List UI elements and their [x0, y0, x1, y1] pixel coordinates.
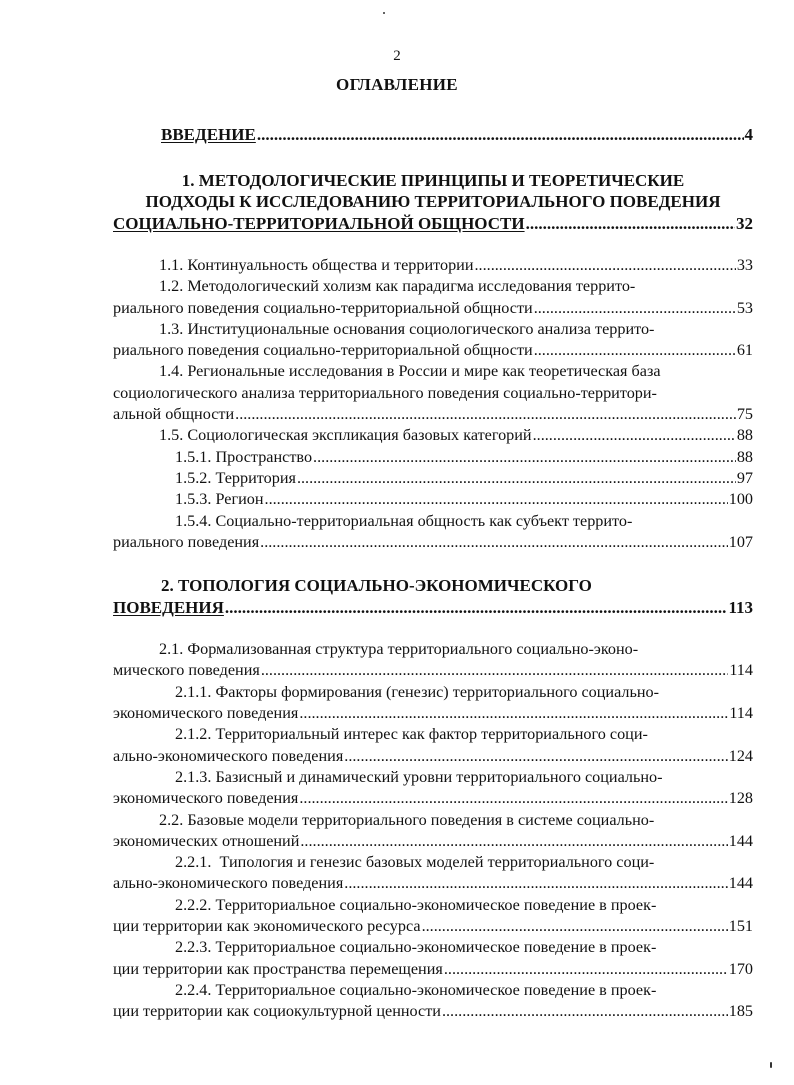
scan-speck — [383, 12, 385, 14]
chapter-title-line: ПОВЕДЕНИЯ — [113, 597, 224, 617]
leader-dots — [534, 298, 736, 319]
leader-dots — [475, 255, 736, 276]
toc-chapter-2-sections — [113, 639, 753, 1022]
leader-dots — [422, 916, 728, 937]
toc-entry-2-1-3[interactable] — [113, 767, 753, 810]
toc-entry-label: экономических отношений — [113, 831, 300, 850]
toc-entry-label: экономического поведения — [113, 789, 299, 808]
toc-entry-label: ции территории как экономического ресурса — [113, 917, 421, 936]
toc-entry-label: 1.5.3. Регион — [175, 490, 264, 509]
toc-entry-label: 2.2.2. Территориальное социально-экономическое поведение в проек- — [175, 895, 657, 914]
toc-entry-label: риального поведения — [113, 532, 260, 551]
toc-chapter-1[interactable] — [113, 170, 753, 235]
chapter-title-line: СОЦИАЛЬНО-ТЕРРИТОРИАЛЬНОЙ ОБЩНОСТИ — [113, 213, 525, 233]
leader-dots — [257, 124, 744, 146]
toc-entry-1-5-1[interactable] — [113, 447, 753, 468]
toc-entry-label: 1.1. Континуальность общества и территории — [159, 256, 474, 274]
toc-page-number: 33 — [736, 256, 753, 274]
leader-dots — [533, 425, 736, 446]
toc-entry-2-2[interactable] — [113, 810, 753, 853]
scan-speck — [770, 1062, 772, 1068]
toc-entry-label: альной общности — [113, 405, 235, 424]
toc-page-number: 97 — [736, 468, 753, 487]
toc-page-number: 88 — [736, 426, 753, 445]
toc-page-number: 144 — [728, 874, 753, 893]
toc-entry-label: 2.2. Базовые модели территориального поведения в системе социально- — [159, 810, 655, 829]
toc-page-number: 4 — [744, 125, 753, 144]
toc-page-number: 61 — [736, 341, 753, 360]
toc-entry-label: 2.1.2. Территориальный интерес как фактор территориального соци- — [175, 725, 648, 744]
leader-dots — [235, 404, 736, 425]
chapter-title-line: ПОДХОДЫ К ИССЛЕДОВАНИЮ ТЕРРИТОРИАЛЬНОГО ПОВЕДЕНИЯ — [145, 192, 721, 211]
toc-entry-label: ВВЕДЕНИЕ — [161, 125, 256, 144]
leader-dots — [344, 746, 727, 767]
leader-dots — [265, 489, 728, 510]
toc-entry-label: 2.1. Формализованная структура территориального социально-эконо- — [159, 640, 639, 659]
toc-entry-1-1[interactable] — [113, 255, 753, 276]
toc-page-number: 124 — [728, 746, 753, 765]
toc-entry-label: 2.1.1. Факторы формирования (генезис) территориального социально- — [175, 682, 660, 701]
toc-page-number: 53 — [736, 298, 753, 317]
table-of-contents — [113, 124, 753, 1023]
toc-page-number: 100 — [728, 490, 753, 509]
leader-dots — [299, 788, 727, 809]
leader-dots — [534, 340, 736, 361]
toc-title: ОГЛАВЛЕНИЕ — [336, 75, 458, 94]
leader-dots — [526, 213, 735, 235]
toc-entry-1-5[interactable] — [113, 425, 753, 446]
toc-entry-label: риального поведения социально-территориальной общности — [113, 298, 533, 317]
toc-entry-2-2-1[interactable] — [113, 852, 753, 895]
toc-page-number: 32 — [736, 213, 753, 233]
toc-page-number: 88 — [736, 447, 753, 466]
toc-chapter-2[interactable] — [113, 575, 753, 618]
toc-page-number: 114 — [729, 661, 753, 680]
toc-entry-label: социологического анализа территориального поведения социально-территори- — [113, 383, 657, 402]
toc-page-number: 75 — [736, 405, 753, 424]
toc-entry-2-2-3[interactable] — [113, 937, 753, 980]
toc-entry-label: мического поведения — [113, 661, 260, 680]
toc-page-number: 185 — [728, 1002, 753, 1021]
toc-entry-label: 1.5.1. Пространство — [175, 447, 313, 466]
toc-entry-2-1-1[interactable] — [113, 682, 753, 725]
toc-entry-1-2[interactable] — [113, 276, 753, 319]
page-number: 2 — [393, 48, 401, 64]
chapter-title-line: 1. МЕТОДОЛОГИЧЕСКИЕ ПРИНЦИПЫ И ТЕОРЕТИЧЕСКИЕ — [181, 170, 685, 190]
toc-entry-label: 2.2.3. Территориальное социально-экономическое поведение в проек- — [175, 938, 657, 957]
toc-entry-label: 2.2.1. Типология и генезис базовых моделей территориального соци- — [175, 853, 655, 872]
toc-entry-label: 2.2.4. Территориальное социально-экономическое поведение в проек- — [175, 980, 657, 999]
toc-entry-1-4[interactable] — [113, 361, 753, 425]
toc-entry-label: 1.5.4. Социально-территориальная общность как субъект террито- — [175, 511, 633, 530]
toc-entry-label: 1.5. Социологическая экспликация базовых категорий — [159, 426, 532, 445]
toc-entry-label: ции территории как пространства перемещения — [113, 959, 443, 978]
leader-dots — [442, 1001, 728, 1022]
leader-dots — [300, 831, 727, 852]
leader-dots — [444, 959, 728, 980]
toc-entry-2-1-2[interactable] — [113, 724, 753, 767]
toc-chapter-1-sections — [113, 255, 753, 553]
toc-page-number: 151 — [728, 917, 753, 936]
toc-entry-label: ально-экономического поведения — [113, 874, 344, 893]
toc-entry-1-3[interactable] — [113, 319, 753, 362]
leader-dots — [297, 468, 736, 489]
toc-entry-1-5-4[interactable] — [113, 511, 753, 554]
toc-entry-label: 1.4. Региональные исследования в России и мире как теоретическая база — [159, 362, 661, 381]
leader-dots — [344, 873, 727, 894]
leader-dots — [299, 703, 728, 724]
toc-page-number: 113 — [728, 597, 753, 617]
toc-entry-introduction[interactable] — [113, 124, 753, 146]
toc-page-number: 107 — [728, 532, 753, 551]
toc-entry-label: 1.2. Методологический холизм как парадигма исследования террито- — [159, 277, 636, 296]
toc-entry-label: риального поведения социально-территориальной общности — [113, 341, 533, 360]
toc-page-number: 114 — [729, 704, 753, 723]
toc-entry-2-2-2[interactable] — [113, 895, 753, 938]
toc-entry-label: ции территории как социокультурной ценности — [113, 1002, 441, 1021]
toc-entry-1-5-3[interactable] — [113, 489, 753, 510]
leader-dots — [313, 447, 736, 468]
toc-entry-2-1[interactable] — [113, 639, 753, 682]
leader-dots — [261, 660, 729, 681]
toc-entry-2-2-4[interactable] — [113, 980, 753, 1023]
toc-entry-label: ально-экономического поведения — [113, 746, 344, 765]
toc-entry-1-5-2[interactable] — [113, 468, 753, 489]
leader-dots — [225, 597, 728, 619]
toc-entry-label: экономического поведения — [113, 704, 299, 723]
toc-entry-label: 1.3. Институциональные основания социологического анализа террито- — [159, 319, 655, 338]
toc-entry-label: 2.1.3. Базисный и динамический уровни территориального социально- — [175, 767, 663, 786]
toc-page-number: 144 — [728, 831, 753, 850]
toc-entry-label: 1.5.2. Территория — [175, 468, 296, 487]
toc-page-number: 128 — [728, 789, 753, 808]
toc-page-number: 170 — [728, 959, 753, 978]
leader-dots — [260, 532, 728, 553]
chapter-title-line: 2. ТОПОЛОГИЯ СОЦИАЛЬНО-ЭКОНОМИЧЕСКОГО — [161, 576, 592, 596]
